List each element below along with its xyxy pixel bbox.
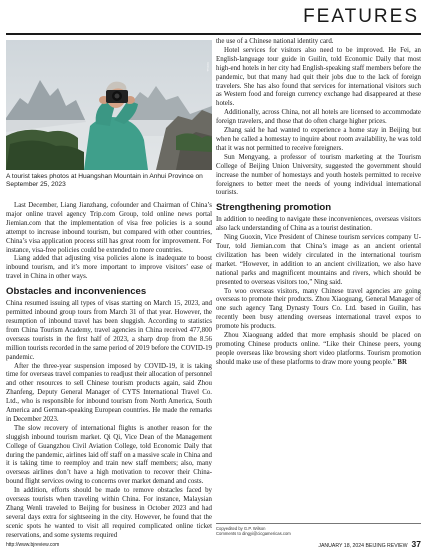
paragraph: China resumed issuing all types of visas starting on March 15, 2023, and permitted inbound group tours from March 31 of that year. However, the resumption of inbound travel has been sluggish. According to statistics from China Tourism Academy, travel agencies in China received 477,800 overseas tourists in the first half of 2023, a sharp drop from the 8.56 million tourists recorded in the same period of 2019 before the COVID-19 pandemic. [6,300,212,361]
right-body-text [216,38,421,368]
page-number: 37 [411,539,421,549]
paragraph: After the three-year suspension imposed by COVID-19, it is taking time for overseas travel companies to readjust their allocation of personnel and other resources to sell Chinese tourism products again, said Zhou Zhanfeng, Deputy General Manager of CYTS International Travel Co. Ltd., who is responsible for inbound tourism from North America, South America and German-speaking European countries. He made the remarks in December 2023. [6,362,212,423]
paragraph: Hotel services for visitors also need to be improved. He Fei, an English-language tour guide in Guilin, told Economic Daily that most high-end hotels in her city had English-speaking staff members before the pandemic, but that many had quit their jobs due to the lack of foreign travelers. She has also found that services for international visitors such as Western food and foreign currency exchange had disappeared at these hotels. [216,46,421,108]
footer-date-issue: JANUARY 18, 2024 BEIJING REVIEW [318,543,408,549]
paragraph: the use of a Chinese national identity card. [216,38,334,45]
end-mark: BR [397,358,407,366]
footer-right [318,539,421,549]
tourist-photo-illustration [6,40,212,170]
paragraph: The slow recovery of international flights is another reason for the sluggish inbound tourism market. Qi Qi, Vice Dean of the Management College of Guangzhou Civil Aviation College, told Economic Daily that during the pandemic, airlines laid off staff on a massive scale in China and it is taking time to reemploy and train new staff members; also, many overseas airlines don’t have a high motivation to recover their China-bound flight services owing to concerns over market demand and costs. [6,424,212,486]
copyedit-credit: Copyedited by G.P. Wilson [216,526,266,531]
feature-photo [6,40,212,170]
credits [216,526,421,536]
credit-rule [216,523,421,524]
right-column [216,38,421,536]
paragraph: Zhang said he had wanted to experience a home stay in Beijing but when he called a homestay to inquire about room availability, he was told that it was not permitted to receive foreigners. [216,127,421,152]
subhead-obstacles: Obstacles and inconveniences [6,286,147,298]
header-rule [6,33,421,35]
paragraph: Sun Mengyang, a professor of tourism marketing at the Tourism College of Beijing Union University, suggested the government should increase the number of homestays and youth hostels permitted to receive foreigners to better meet the needs of young individual international tourists. [216,153,421,197]
paragraph: Last December, Liang Jianzhang, cofounder and Chairman of China’s major online travel agency Trip.com Group, told online news portal Jiemian.com that the implementation of visa free policies is a sound attempt to increase inbound tourism, but compared with other countries, China’s visa application process still has great room for improvement. For instance, visa-free policies could be extended to more countries. [6,202,212,254]
photo-credit: Xinhua [206,62,210,72]
photo-caption: A tourist takes photos at Huangshan Mountain in Anhui Province on September 25, 2023 [6,173,203,188]
paragraph: In addition, efforts should be made to remove obstacles faced by overseas tourists when traveling within China. For instance, Malaysian Zhang Wenli traveled to Beijing for business in October 2023 and had several days extra for sightseeing in the city. However, he found that the scenic spots he wanted to visit all required complicated online ticket reservations, and some systems required [6,487,212,539]
footer-url: http://www.bjreview.com [6,542,60,548]
section-header: FEATURES [303,6,419,27]
paragraph: Ning Guoxin, Vice President of Chinese tourism services company U-Tour, told Jiemian.com that China’s image as an ancient oriental civilization has been widely circulated in the international tourism market. “However, in addition to an ancient civilization, we also have national parks and magnificent mountains and rivers, which should be presented to overseas visitors too,” Ning said. [216,234,421,286]
paragraph: Liang added that adjusting visa policies alone is inadequate to boost inbound tourism, and it’s more important to improve visitors’ ease of travel in China in other ways. [6,255,212,281]
paragraph: In addition to needing to navigate these inconveniences, overseas visitors also lack understanding of China as a tourist destination. [216,216,421,233]
comments-contact: Comments to dingyi@cicgamericas.com [216,531,291,536]
paragraph [216,332,421,368]
paragraph-text: Zhou Xiaoguang added that more emphasis should be placed on promoting Chinese products online. “Like their Chinese peers, young people overseas like browsing short video platforms. Tourism promotion should make use of these platforms to draw more young people.” [216,332,421,366]
left-column [6,38,212,539]
left-body-text [6,202,212,541]
paragraph: To woo overseas visitors, many Chinese travel agencies are going overseas to promote their products. Zhou Xiaoguang, General Manager of one such agency Tang Dynasty Tours Co. Ltd. based in Guilin, has recently been busy attending overseas international travel expos to promote his products. [216,287,421,331]
subhead-promotion: Strengthening promotion [216,202,332,214]
paragraph: Additionally, across China, not all hotels are licensed to accommodate foreign travelers, and those that do often charge higher prices. [216,109,421,126]
